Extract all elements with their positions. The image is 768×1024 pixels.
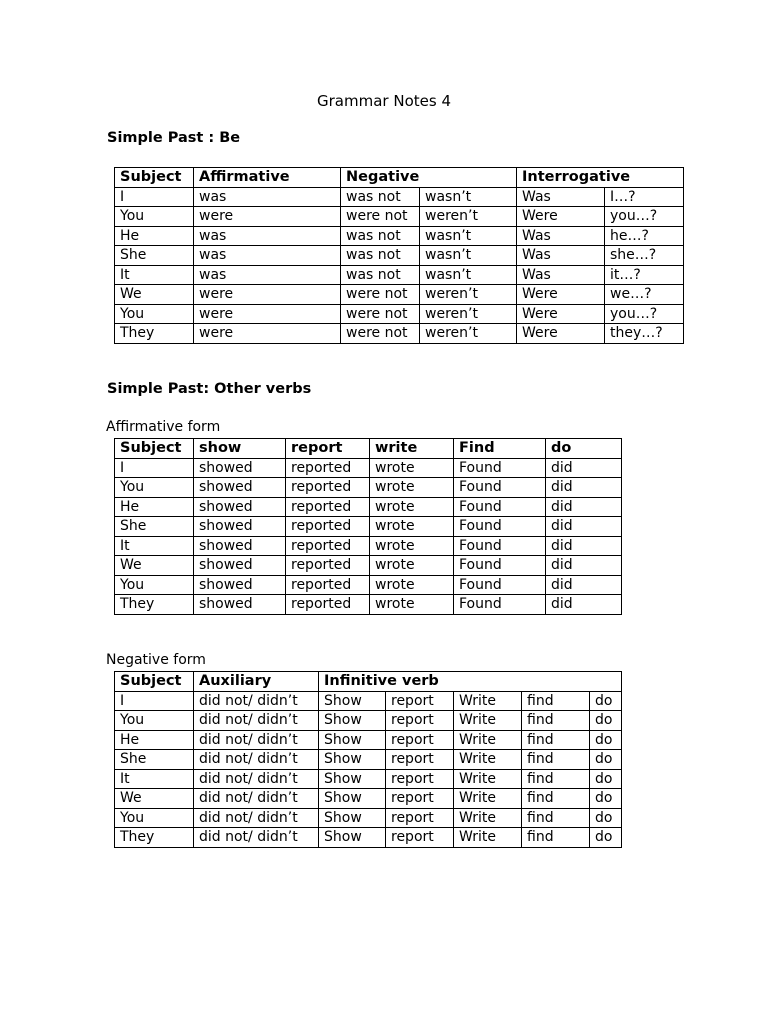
affirmative-table-header — [115, 439, 622, 459]
table-cell: weren’t — [420, 207, 517, 227]
be-table — [114, 167, 684, 344]
table-cell: do — [590, 691, 622, 711]
table-cell: were not — [341, 304, 420, 324]
table-cell: were — [194, 324, 341, 344]
table-cell: Found — [454, 536, 546, 556]
table-row — [115, 478, 622, 498]
table-cell: were not — [341, 324, 420, 344]
table-cell: reported — [286, 556, 370, 576]
table-cell: did not/ didn’t — [194, 691, 319, 711]
subject-cell: It — [115, 536, 194, 556]
table-cell: do — [590, 711, 622, 731]
subject-cell: It — [115, 769, 194, 789]
table-row — [115, 207, 684, 227]
table-row — [115, 556, 622, 576]
subject-cell: We — [115, 285, 194, 305]
table-cell: it…? — [605, 265, 684, 285]
table-cell: Was — [517, 246, 605, 266]
table-cell: do — [590, 750, 622, 770]
table-cell: showed — [194, 497, 286, 517]
table-cell: did — [546, 556, 622, 576]
table-cell: Show — [319, 769, 386, 789]
table-cell: find — [522, 730, 590, 750]
table-cell: did not/ didn’t — [194, 789, 319, 809]
subject-cell: They — [115, 324, 194, 344]
table-cell: Was — [517, 265, 605, 285]
subject-cell: You — [115, 207, 194, 227]
table-cell: they…? — [605, 324, 684, 344]
subject-cell: I — [115, 458, 194, 478]
table-cell: were — [194, 304, 341, 324]
table-cell: did — [546, 595, 622, 615]
table-cell: was — [194, 265, 341, 285]
table-cell: Found — [454, 517, 546, 537]
table-cell: Found — [454, 497, 546, 517]
table-cell: wrote — [370, 458, 454, 478]
table-cell: was — [194, 187, 341, 207]
table-cell: did not/ didn’t — [194, 808, 319, 828]
table-cell: did not/ didn’t — [194, 711, 319, 731]
table-cell: Show — [319, 828, 386, 848]
table-cell: Write — [454, 808, 522, 828]
be-table-header — [115, 168, 684, 188]
table-cell: were — [194, 207, 341, 227]
header-cell: Infinitive verb — [319, 672, 622, 692]
table-row — [115, 750, 622, 770]
table-cell: did — [546, 458, 622, 478]
table-cell: do — [590, 769, 622, 789]
table-cell: wrote — [370, 478, 454, 498]
table-cell: weren’t — [420, 324, 517, 344]
table-cell: did — [546, 517, 622, 537]
table-cell: Write — [454, 750, 522, 770]
table-row — [115, 595, 622, 615]
table-cell: Found — [454, 556, 546, 576]
table-cell: were not — [341, 285, 420, 305]
table-row — [115, 691, 622, 711]
table-cell: Found — [454, 478, 546, 498]
table-cell: wrote — [370, 517, 454, 537]
table-cell: reported — [286, 478, 370, 498]
table-cell: wrote — [370, 497, 454, 517]
header-cell: Auxiliary — [194, 672, 319, 692]
table-row — [115, 265, 684, 285]
table-cell: reported — [286, 517, 370, 537]
header-cell: Subject — [115, 439, 194, 459]
table-cell: find — [522, 711, 590, 731]
table-cell: Show — [319, 691, 386, 711]
table-cell: reported — [286, 497, 370, 517]
header-cell: show — [194, 439, 286, 459]
table-cell: weren’t — [420, 285, 517, 305]
header-cell: Negative — [341, 168, 517, 188]
table-cell: Write — [454, 691, 522, 711]
subject-cell: They — [115, 595, 194, 615]
header-cell: Subject — [115, 672, 194, 692]
subject-cell: They — [115, 828, 194, 848]
table-cell: I…? — [605, 187, 684, 207]
affirmative-form-label: Affirmative form — [106, 419, 221, 435]
table-cell: do — [590, 808, 622, 828]
table-cell: Write — [454, 769, 522, 789]
table-cell: did not/ didn’t — [194, 828, 319, 848]
table-cell: wrote — [370, 536, 454, 556]
subject-cell: She — [115, 750, 194, 770]
table-cell: was not — [341, 265, 420, 285]
table-row — [115, 828, 622, 848]
table-cell: find — [522, 750, 590, 770]
subject-cell: I — [115, 691, 194, 711]
subject-cell: We — [115, 789, 194, 809]
table-row — [115, 304, 684, 324]
table-cell: showed — [194, 556, 286, 576]
table-cell: reported — [286, 458, 370, 478]
table-cell: report — [386, 789, 454, 809]
table-row — [115, 458, 622, 478]
table-cell: report — [386, 808, 454, 828]
table-cell: wasn’t — [420, 265, 517, 285]
table-cell: find — [522, 789, 590, 809]
table-cell: showed — [194, 536, 286, 556]
table-cell: report — [386, 730, 454, 750]
table-cell: reported — [286, 575, 370, 595]
table-row — [115, 769, 622, 789]
table-cell: Show — [319, 750, 386, 770]
table-row — [115, 789, 622, 809]
table-cell: Were — [517, 285, 605, 305]
table-row — [115, 187, 684, 207]
table-cell: Show — [319, 789, 386, 809]
subject-cell: You — [115, 575, 194, 595]
section-heading-other-verbs: Simple Past: Other verbs — [107, 381, 312, 397]
table-cell: did not/ didn’t — [194, 730, 319, 750]
table-cell: report — [386, 828, 454, 848]
table-cell: weren’t — [420, 304, 517, 324]
header-cell: do — [546, 439, 622, 459]
table-cell: did — [546, 536, 622, 556]
table-cell: Found — [454, 595, 546, 615]
table-cell: report — [386, 711, 454, 731]
table-cell: showed — [194, 595, 286, 615]
subject-cell: You — [115, 304, 194, 324]
table-cell: do — [590, 789, 622, 809]
table-cell: find — [522, 691, 590, 711]
table-row — [115, 536, 622, 556]
table-cell: you…? — [605, 207, 684, 227]
subject-cell: He — [115, 226, 194, 246]
header-cell: Subject — [115, 168, 194, 188]
subject-cell: She — [115, 517, 194, 537]
subject-cell: I — [115, 187, 194, 207]
table-row — [115, 517, 622, 537]
table-cell: wasn’t — [420, 226, 517, 246]
table-cell: Show — [319, 711, 386, 731]
table-cell: were — [194, 285, 341, 305]
table-row — [115, 226, 684, 246]
table-cell: did — [546, 478, 622, 498]
header-cell: report — [286, 439, 370, 459]
table-cell: he…? — [605, 226, 684, 246]
table-row — [115, 497, 622, 517]
table-cell: wasn’t — [420, 187, 517, 207]
header-cell: Find — [454, 439, 546, 459]
table-cell: was — [194, 226, 341, 246]
table-cell: reported — [286, 536, 370, 556]
negative-table — [114, 671, 622, 848]
table-cell: was not — [341, 187, 420, 207]
table-cell: Write — [454, 789, 522, 809]
table-cell: showed — [194, 458, 286, 478]
subject-cell: You — [115, 711, 194, 731]
table-cell: Were — [517, 324, 605, 344]
table-cell: report — [386, 750, 454, 770]
table-cell: report — [386, 691, 454, 711]
table-cell: Were — [517, 207, 605, 227]
table-row — [115, 808, 622, 828]
subject-cell: You — [115, 478, 194, 498]
table-cell: did not/ didn’t — [194, 769, 319, 789]
table-cell: Show — [319, 808, 386, 828]
table-row — [115, 324, 684, 344]
subject-cell: It — [115, 265, 194, 285]
table-row — [115, 711, 622, 731]
table-row — [115, 575, 622, 595]
table-cell: showed — [194, 517, 286, 537]
table-cell: Were — [517, 304, 605, 324]
table-cell: Write — [454, 828, 522, 848]
table-cell: did not/ didn’t — [194, 750, 319, 770]
table-row — [115, 246, 684, 266]
subject-cell: We — [115, 556, 194, 576]
section-heading-be: Simple Past : Be — [107, 130, 241, 146]
page-title: Grammar Notes 4 — [317, 92, 451, 110]
table-cell: Found — [454, 575, 546, 595]
table-cell: showed — [194, 575, 286, 595]
table-cell: Found — [454, 458, 546, 478]
table-cell: Write — [454, 730, 522, 750]
table-cell: she…? — [605, 246, 684, 266]
table-cell: do — [590, 730, 622, 750]
table-cell: find — [522, 769, 590, 789]
table-cell: was — [194, 246, 341, 266]
table-cell: was not — [341, 226, 420, 246]
table-cell: Write — [454, 711, 522, 731]
table-cell: find — [522, 828, 590, 848]
table-cell: wrote — [370, 595, 454, 615]
table-cell: did — [546, 497, 622, 517]
header-cell: Affirmative — [194, 168, 341, 188]
table-cell: wasn’t — [420, 246, 517, 266]
negative-form-label: Negative form — [106, 652, 206, 668]
table-cell: did — [546, 575, 622, 595]
table-cell: Was — [517, 187, 605, 207]
table-row — [115, 730, 622, 750]
table-cell: Was — [517, 226, 605, 246]
subject-cell: She — [115, 246, 194, 266]
table-cell: were not — [341, 207, 420, 227]
table-cell: Show — [319, 730, 386, 750]
table-cell: we…? — [605, 285, 684, 305]
table-cell: wrote — [370, 556, 454, 576]
table-cell: was not — [341, 246, 420, 266]
table-cell: report — [386, 769, 454, 789]
header-cell: Interrogative — [517, 168, 684, 188]
table-row — [115, 285, 684, 305]
header-cell: write — [370, 439, 454, 459]
table-cell: showed — [194, 478, 286, 498]
negative-table-header — [115, 672, 622, 692]
affirmative-table — [114, 438, 622, 615]
table-cell: reported — [286, 595, 370, 615]
table-cell: wrote — [370, 575, 454, 595]
subject-cell: You — [115, 808, 194, 828]
table-cell: do — [590, 828, 622, 848]
table-cell: you…? — [605, 304, 684, 324]
subject-cell: He — [115, 730, 194, 750]
subject-cell: He — [115, 497, 194, 517]
table-cell: find — [522, 808, 590, 828]
